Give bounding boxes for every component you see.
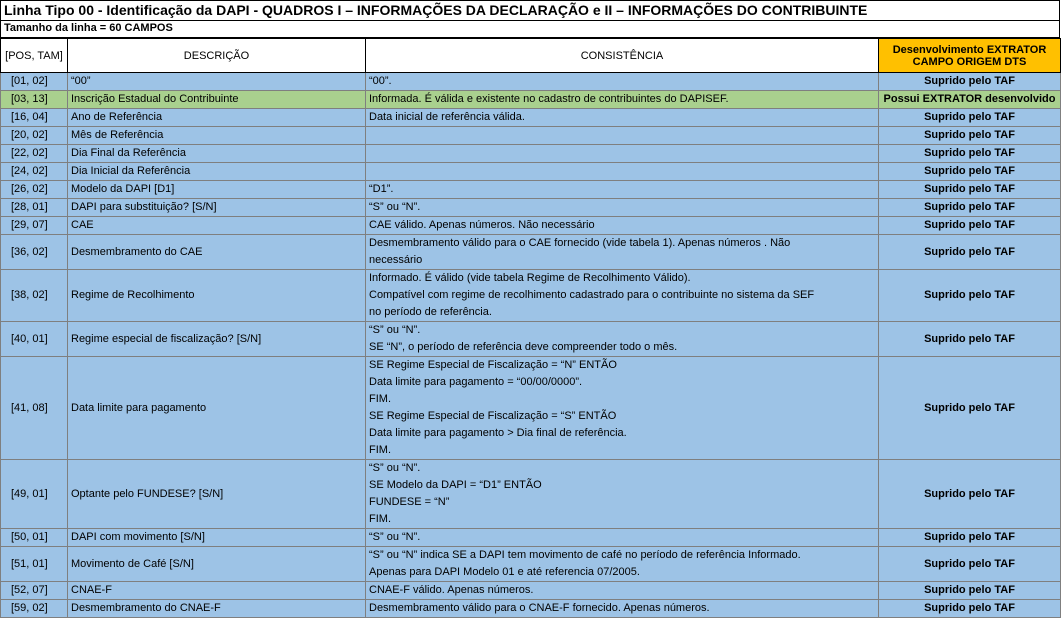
cell-pos[interactable]: [01, 02] (1, 73, 68, 91)
cell-consistencia[interactable] (366, 127, 879, 145)
table-row (1, 145, 1061, 163)
table-row (1, 127, 1061, 145)
cell-descricao[interactable]: “00” (68, 73, 366, 91)
consistencia-line: “S” ou “N”. (369, 324, 421, 336)
cell-consistencia[interactable] (366, 145, 879, 163)
table-body (1, 73, 1061, 618)
cell-descricao[interactable]: Data limite para pagamento (68, 357, 366, 460)
consistencia-line: SE Regime Especial de Fiscalização = “N” ENTÃO (369, 359, 617, 371)
cell-pos[interactable]: [22, 02] (1, 145, 68, 163)
cell-status[interactable]: Suprido pelo TAF (879, 163, 1061, 181)
table-row (1, 270, 1061, 322)
consistencia-line: “S” ou “N” indica SE a DAPI tem movimento de café no período de referência Informado. (369, 549, 801, 561)
cell-status[interactable]: Suprido pelo TAF (879, 460, 1061, 529)
line-size-label: Tamanho da linha = 60 CAMPOS (0, 21, 1060, 38)
cell-pos[interactable]: [16, 04] (1, 109, 68, 127)
cell-descricao[interactable]: Inscrição Estadual do Contribuinte (68, 91, 366, 109)
cell-pos[interactable]: [24, 02] (1, 163, 68, 181)
cell-pos[interactable]: [49, 01] (1, 460, 68, 529)
consistencia-line: FIM. (369, 393, 391, 405)
cell-pos[interactable]: [36, 02] (1, 235, 68, 270)
consistencia-line: “00”. (369, 75, 392, 87)
table-row (1, 181, 1061, 199)
cell-pos[interactable]: [50, 01] (1, 529, 68, 547)
header-row (1, 39, 1061, 73)
cell-descricao[interactable]: Regime especial de fiscalização? [S/N] (68, 322, 366, 357)
consistencia-line: CAE válido. Apenas números. Não necessário (369, 219, 595, 231)
cell-status[interactable]: Suprido pelo TAF (879, 357, 1061, 460)
cell-consistencia[interactable] (366, 163, 879, 181)
layout-table (0, 38, 1061, 618)
cell-descricao[interactable]: Desmembramento do CAE (68, 235, 366, 270)
table-row (1, 600, 1061, 618)
table-row (1, 199, 1061, 217)
cell-pos[interactable]: [29, 07] (1, 217, 68, 235)
cell-consistencia[interactable] (366, 357, 879, 460)
cell-consistencia[interactable] (366, 181, 879, 199)
cell-descricao[interactable]: Mês de Referência (68, 127, 366, 145)
table-row (1, 529, 1061, 547)
consistencia-line: Data limite para pagamento = “00/00/0000”. (369, 376, 583, 388)
cell-pos[interactable]: [52, 07] (1, 582, 68, 600)
cell-descricao[interactable]: CAE (68, 217, 366, 235)
cell-status[interactable]: Suprido pelo TAF (879, 109, 1061, 127)
cell-consistencia[interactable] (366, 109, 879, 127)
header-pos[interactable]: [POS, TAM] (1, 39, 68, 73)
consistencia-line: Data limite para pagamento > Dia final de referência. (369, 427, 627, 439)
consistencia-line: “S” ou “N”. (369, 531, 421, 543)
cell-descricao[interactable]: Dia Final da Referência (68, 145, 366, 163)
consistencia-line: “S” ou “N”. (369, 201, 421, 213)
cell-pos[interactable]: [38, 02] (1, 270, 68, 322)
cell-status[interactable]: Suprido pelo TAF (879, 199, 1061, 217)
cell-consistencia[interactable] (366, 322, 879, 357)
cell-consistencia[interactable] (366, 217, 879, 235)
cell-status[interactable]: Suprido pelo TAF (879, 322, 1061, 357)
cell-descricao[interactable]: Movimento de Café [S/N] (68, 547, 366, 582)
cell-pos[interactable]: [26, 02] (1, 181, 68, 199)
cell-descricao[interactable]: Regime de Recolhimento (68, 270, 366, 322)
cell-pos[interactable]: [41, 08] (1, 357, 68, 460)
cell-status[interactable]: Suprido pelo TAF (879, 73, 1061, 91)
cell-pos[interactable]: [40, 01] (1, 322, 68, 357)
table-row (1, 163, 1061, 181)
cell-status[interactable]: Possui EXTRATOR desenvolvido (879, 91, 1061, 109)
cell-status[interactable]: Suprido pelo TAF (879, 547, 1061, 582)
header-consistencia[interactable]: CONSISTÊNCIA (366, 39, 879, 73)
consistencia-line: Desmembramento válido para o CNAE-F fornecido. Apenas números. (369, 602, 710, 614)
cell-status[interactable]: Suprido pelo TAF (879, 529, 1061, 547)
cell-consistencia[interactable] (366, 91, 879, 109)
consistencia-line: Desmembramento válido para o CAE fornecido (vide tabela 1). Apenas números . Não (369, 237, 791, 249)
cell-consistencia[interactable] (366, 582, 879, 600)
header-descricao[interactable]: DESCRIÇÃO (68, 39, 366, 73)
cell-pos[interactable]: [51, 01] (1, 547, 68, 582)
cell-consistencia[interactable] (366, 529, 879, 547)
table-row (1, 73, 1061, 91)
cell-pos[interactable]: [20, 02] (1, 127, 68, 145)
cell-descricao[interactable]: DAPI para substituição? [S/N] (68, 199, 366, 217)
cell-status[interactable]: Suprido pelo TAF (879, 145, 1061, 163)
cell-descricao[interactable]: Modelo da DAPI [D1] (68, 181, 366, 199)
header-dev-line1: Desenvolvimento EXTRATOR (892, 43, 1047, 56)
consistencia-line: SE “N”, o período de referência deve compreender todo o mês. (369, 341, 678, 353)
consistencia-line: Informado. É válido (vide tabela Regime de Recolhimento Válido). (369, 272, 691, 284)
cell-descricao[interactable]: Dia Inicial da Referência (68, 163, 366, 181)
cell-status[interactable]: Suprido pelo TAF (879, 235, 1061, 270)
cell-status[interactable]: Suprido pelo TAF (879, 600, 1061, 618)
consistencia-line: SE Regime Especial de Fiscalização = “S” ENTÃO (369, 410, 617, 422)
sheet-title: Linha Tipo 00 - Identificação da DAPI - QUADROS I – INFORMAÇÕES DA DECLARAÇÃO e II – INFORMAÇÕES DO CONTRIBUINTE (0, 0, 1060, 21)
cell-consistencia[interactable] (366, 73, 879, 91)
consistencia-line: Compatível com regime de recolhimento cadastrado para o contribuinte no sistema da SEF (369, 289, 815, 301)
consistencia-line: Data inicial de referência válida. (369, 111, 525, 123)
cell-pos[interactable]: [28, 01] (1, 199, 68, 217)
cell-consistencia[interactable] (366, 600, 879, 618)
cell-status[interactable]: Suprido pelo TAF (879, 127, 1061, 145)
cell-consistencia[interactable] (366, 547, 879, 582)
header-desenvolvimento[interactable] (879, 39, 1061, 73)
table-row (1, 109, 1061, 127)
cell-descricao[interactable]: DAPI com movimento [S/N] (68, 529, 366, 547)
consistencia-line: FUNDESE = “N” (369, 496, 450, 508)
consistencia-line: Apenas para DAPI Modelo 01 e até referencia 07/2005. (369, 566, 640, 578)
table-row (1, 460, 1061, 529)
consistencia-line: SE Modelo da DAPI = “D1” ENTÃO (369, 479, 542, 491)
cell-consistencia[interactable] (366, 460, 879, 529)
table-row (1, 582, 1061, 600)
cell-status[interactable]: Suprido pelo TAF (879, 181, 1061, 199)
consistencia-line: “S” ou “N”. (369, 462, 421, 474)
cell-descricao[interactable]: Desmembramento do CNAE-F (68, 600, 366, 618)
table-row (1, 547, 1061, 582)
cell-status[interactable]: Suprido pelo TAF (879, 217, 1061, 235)
consistencia-line: Informada. É válida e existente no cadastro de contribuintes do DAPISEF. (369, 93, 729, 105)
consistencia-line: FIM. (369, 513, 391, 525)
cell-consistencia[interactable] (366, 199, 879, 217)
table-row (1, 322, 1061, 357)
cell-consistencia[interactable] (366, 270, 879, 322)
consistencia-line: CNAE-F válido. Apenas números. (369, 584, 534, 596)
table-row (1, 357, 1061, 460)
table-row (1, 235, 1061, 270)
cell-status[interactable]: Suprido pelo TAF (879, 270, 1061, 322)
cell-descricao[interactable]: CNAE-F (68, 582, 366, 600)
cell-consistencia[interactable] (366, 235, 879, 270)
header-dev-line2: CAMPO ORIGEM DTS (912, 55, 1027, 68)
cell-descricao[interactable]: Optante pelo FUNDESE? [S/N] (68, 460, 366, 529)
consistencia-line: necessário (369, 254, 423, 266)
cell-pos[interactable]: [59, 02] (1, 600, 68, 618)
consistencia-line: “D1”. (369, 183, 394, 195)
consistencia-line: FIM. (369, 444, 391, 456)
table-row (1, 217, 1061, 235)
cell-descricao[interactable]: Ano de Referência (68, 109, 366, 127)
cell-status[interactable]: Suprido pelo TAF (879, 582, 1061, 600)
table-row (1, 91, 1061, 109)
consistencia-line: no período de referência. (369, 306, 492, 318)
cell-pos[interactable]: [03, 13] (1, 91, 68, 109)
